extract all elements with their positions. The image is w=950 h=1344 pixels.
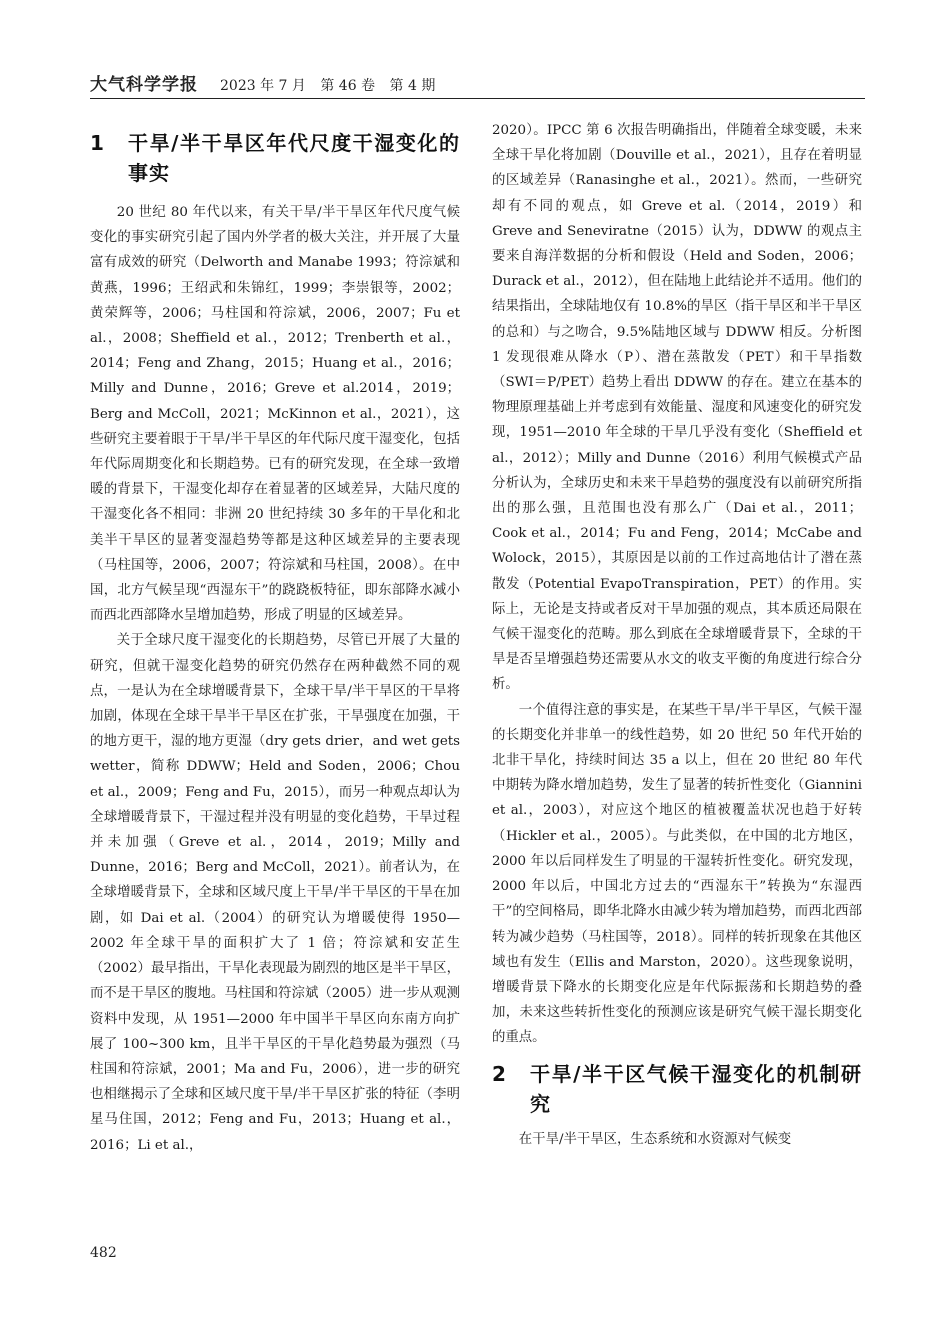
section-number: 2 [492, 1061, 506, 1086]
paragraph-continued: 2020）。IPCC 第 6 次报告明确指出，伴随着全球变暖，未来全球干旱化将加剧（Douville et al.，2021），且存在着明显的区域差异（Ranasinghe et al.，2021）。然而，一些研究却有不同的观点，如 Greve et al.（2014，2019）和 Greve and Seneviratne（2015）认为，DDWW 的观点主要来自海洋数据的分析和假设（Held and Soden，2006；Durack et al.，2012），但在陆地上此结论并不适用。他们的结果指出，全球陆地仅有 10.8%的旱区（指干旱区和半干旱区的总和）与之吻合，9.5%陆地区域与 DDWW 相反。分析图 1 发现很难从降水（P）、潜在蒸散发（PET）和干旱指数（SWI＝P/PET）趋势上看出 DDWW 的存在。建立在基本的物理原理基础上并考虑到有效能量、湿度和风速变化的研究发现，1951—2010 年全球的干旱几乎没有变化（Sheffield et al.，2012）；Milly and Dunne（2016）利用气候模式产品分析认为，全球历史和未来干旱趋势的强度没有以前研究所指出的那么强，且范围也没有那么广（Dai et al.，2011；Cook et al.，2014；Fu and Feng，2014；McCabe and Wolock，2015），其原因是以前的工作过高地估计了潜在蒸散发（Potential EvapoTranspiration，PET）的作用。实际上，无论是支持或者反对干旱加强的观点，其本质还局限在气候干湿变化的范畴。那么到底在全球增暖背景下，全球的干旱是否呈增强趋势还需要从水文的收支平衡的角度进行综合分析。 [492, 123, 862, 693]
section-number: 1 [90, 131, 104, 155]
paragraph: 在干旱/半干旱区，生态系统和水资源对气候变 [518, 1131, 792, 1147]
page-number: 482 [90, 1245, 117, 1261]
paragraph: 20 世纪 80 年代以来，有关干旱/半干旱区年代尺度气候变化的事实研究引起了国内外学者的极大关注，并开展了大量富有成效的研究（Delworth and Manabe 1993；符淙斌和黄燕，1996；王绍武和朱锦红，1999；李崇银等，2002；黄荣辉等，2006；马柱国和符淙斌，2006，2007；Fu et al.，2008；Sheffield et al.，2012；Trenberth et al.，2014；Feng and Zhang，2015；Huang et al.，2016；Milly and Dunne，2016；Greve et al.2014，2019；Berg and McColl，2021；McKinnon et al.，2021），这些研究主要着眼于干旱/半干旱区的年代际尺度干湿变化，包括年代际周期变化和长期趋势。已有的研究发现，在全球一致增暖的背景下，干湿变化却存在着显著的区域差异，大陆尺度的干湿变化各不相同：非洲 20 世纪持续 30 多年的干旱化和北美半干旱区的显著变湿趋势等都是这种区域差异的主要表现（马柱国等，2006，2007；符淙斌和马柱国，2008）。在中国，北方气候呈现“西湿东干”的跷跷板特征，即东部降水减小而西北西部降水呈增加趋势，形成了明显的区域差异。 [90, 205, 460, 624]
issue-number: 第 4 期 [389, 78, 436, 94]
section-title: 干旱/半干旱区年代尺度干湿变化的事实 [128, 131, 460, 185]
left-column [90, 118, 460, 1158]
running-header [90, 70, 865, 95]
header-rule [90, 98, 865, 99]
section-heading-1 [90, 128, 460, 188]
right-column [492, 118, 862, 1152]
issue-info [220, 75, 445, 95]
section-heading-2 [492, 1059, 862, 1119]
journal-name: 大气科学学报 [90, 75, 198, 95]
paragraph: 关于全球尺度干湿变化的长期趋势，尽管已开展了大量的研究，但就干湿变化趋势的研究仍然存在两种截然不同的观点，一是认为在全球增暖背景下，全球干旱/半干旱区的干旱将加剧，体现在全球干旱半干旱区在扩张，干旱强度在加强，干的地方更干，湿的地方更湿（dry gets drier，and wet gets wetter，简称 DDWW；Held and Soden，2006；Chou et al.，2009；Feng and Fu，2015），而另一种观点却认为全球增暖背景下，干湿过程并没有明显的变化趋势，干旱过程并未加强（Greve et al.，2014，2019；Milly and Dunne，2016；Berg and McColl，2021）。前者认为，在全球增暖背景下，全球和区域尺度上干旱/半干旱区的干旱在加剧，如 Dai et al.（2004）的研究认为增暖使得 1950—2002 年全球干旱的面积扩大了 1 倍；符淙斌和安芷生（2002）最早指出，干旱化表现最为剧烈的地区是半干旱区，而不是干旱区的腹地。马柱国和符淙斌（2005）进一步从观测资料中发现，从 1951—2000 年中国半干旱区向东南方向扩展了 100~300 km，且半干旱区的干旱化趋势最为强烈（马柱国和符淙斌，2001；Ma and Fu，2006），进一步的研究也相继揭示了全球和区域尺度干旱/半干旱区扩张的特征（李明星马住国，2012；Feng and Fu，2013；Huang et al.，2016；Li et al.， [90, 633, 460, 1153]
paragraph: 一个值得注意的事实是，在某些干旱/半干旱区，气候干湿的长期变化并非单一的线性趋势，如 20 世纪 50 年代开始的北非干旱化，持续时间达 35 a 以上，但在 20 世纪 80 年代中期转为降水增加趋势，发生了显著的转折性变化（Giannini et al.，2003），对应这个地区的植被覆盖状况也趋于好转（Hickler et al.，2005）。与此类似，在中国的北方地区，2000 年以后同样发生了明显的干湿转折性变化。研究发现，2000 年以后，中国北方过去的“西湿东干”转换为“东湿西干”的空间格局，即华北降水由减少转为增加趋势，而西北西部转为减少趋势（马柱国等，2018）。同样的转折现象在其他区域也有发生（Ellis and Marston，2020）。这些现象说明，增暖背景下降水的长期变化应是年代际振荡和长期趋势的叠加，未来这些转折性变化的预测应该是研究气候干湿长期变化的重点。 [492, 702, 862, 1046]
section-title: 干旱/半干区气候干湿变化的机制研究 [530, 1061, 862, 1116]
issue-date: 2023 年 7 月 [220, 78, 306, 94]
issue-volume: 第 46 卷 [320, 78, 376, 94]
